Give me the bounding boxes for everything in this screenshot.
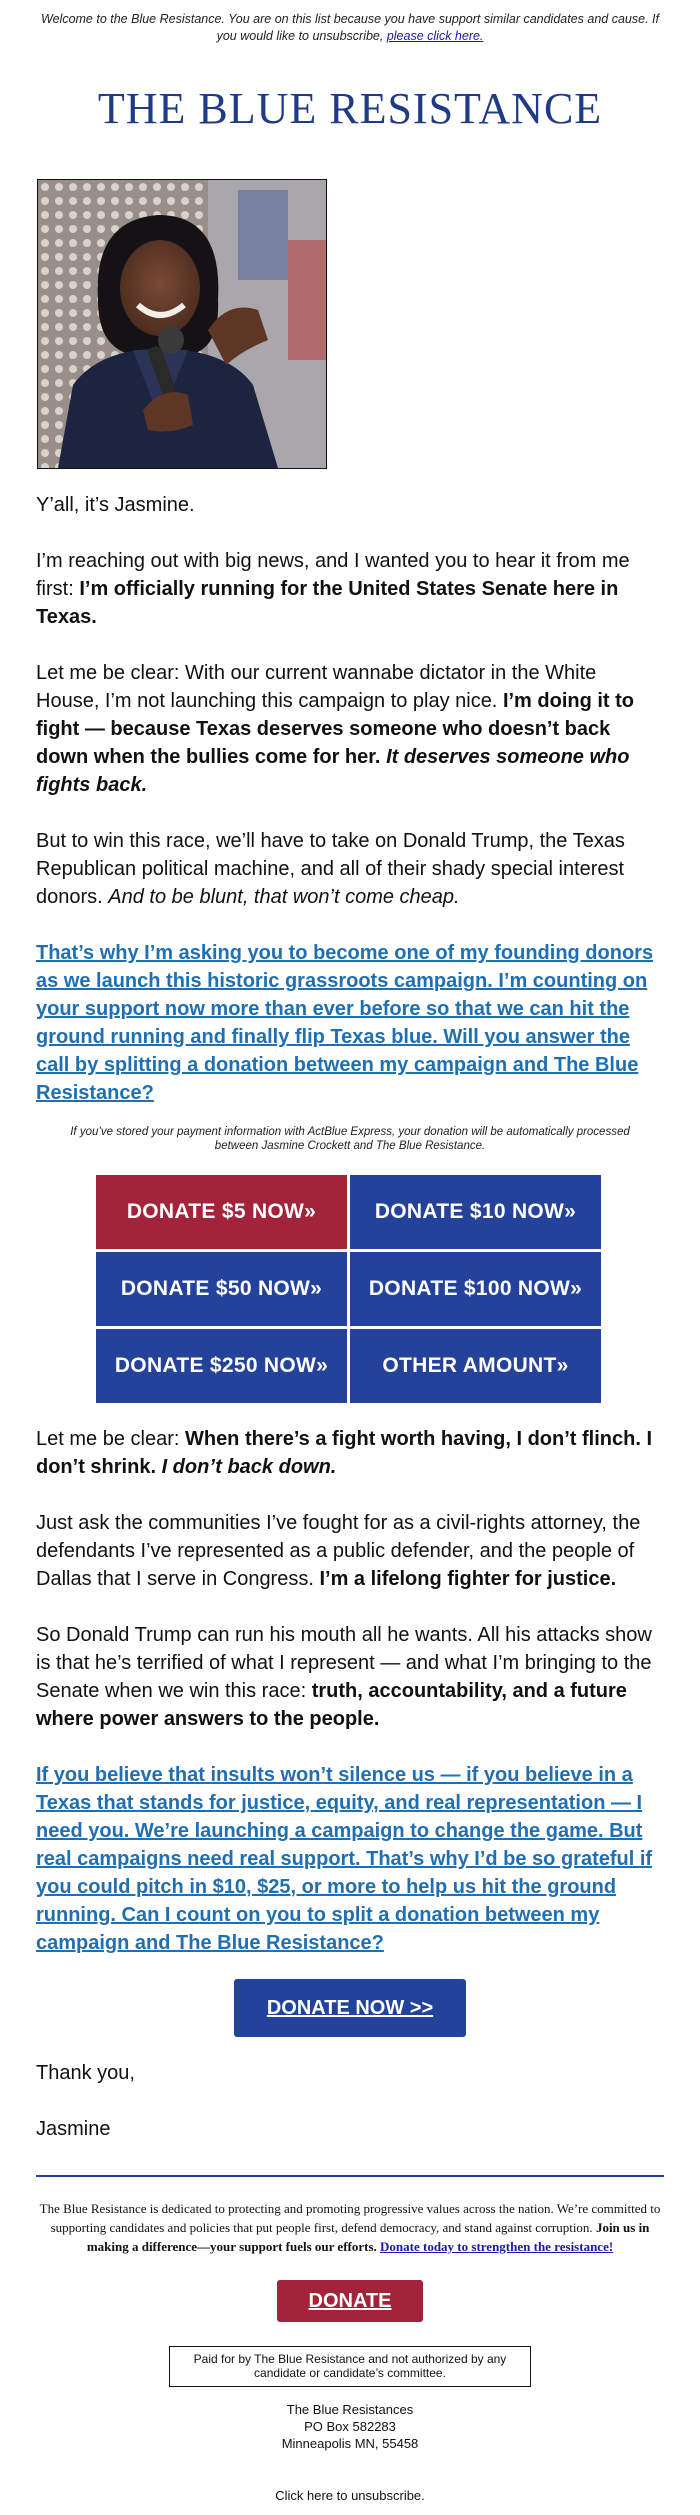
footer-donate-link[interactable]: Donate today to strengthen the resistance! (380, 2239, 614, 2254)
paragraph-opponents (36, 827, 664, 911)
preheader-text: Welcome to the Blue Resistance. You are on this list because you have support similar candidates and cause. If you would like to unsubscribe, (41, 12, 659, 43)
candidate-photo (37, 179, 327, 469)
paragraph-italic: And to be blunt, that won’t come cheap. (108, 886, 460, 908)
cta-link-split-donation[interactable]: If you believe that insults won’t silence us — if you believe in a Texas that stands for justice, equity, and real representation — I need you. We’re launching a campaign to change the game. But real campaigns need real support. That’s why I’d be so grateful if you could pitch in $10, $25, or more to help us hit the ground running. Can I count on you to split a donation between my campaign and The Blue Resistance? (36, 1764, 653, 1954)
paragraph-emphasis: When there’s a fight worth having, I don’t flinch. I don’t shrink. (36, 1428, 652, 1478)
paragraph-text: Let me be clear: (36, 1428, 185, 1450)
paragraph-emphasis-italic: It deserves someone who fights back. (36, 746, 630, 796)
address-line: The Blue Resistances (286, 2402, 414, 2417)
paragraph-text: Let me be clear: With our current wannabe dictator in the White House, I’m not launching this campaign to play nice. (36, 662, 597, 712)
donate-5-button[interactable]: DONATE $5 NOW» (96, 1175, 347, 1249)
paragraph-emphasis: I’m a lifelong fighter for justice. (319, 1568, 617, 1590)
paragraph-announcement (36, 547, 664, 631)
paragraph-emphasis-italic: I don’t back down. (161, 1456, 337, 1478)
actblue-note: If you’ve stored your payment information with ActBlue Express, your donation will be automatically processed between Jasmine Crockett and The Blue Resistance. (70, 1126, 630, 1152)
preheader (0, 0, 700, 45)
paragraph-text: I’m reaching out with big news, and I wanted you to hear it from me first: (36, 550, 630, 600)
paid-for-disclaimer: Paid for by The Blue Resistance and not authorized by any candidate or candidate’s committee. (169, 2346, 531, 2387)
letter-body-continued (0, 1425, 700, 1957)
letter-body (0, 491, 700, 1107)
paragraph-no-flinch (36, 1425, 664, 1481)
thanks-line: Thank you, (36, 2062, 135, 2084)
cta-paragraph-2 (36, 1761, 664, 1957)
unsubscribe-link-top[interactable]: please click here. (386, 29, 484, 43)
cta-link-founding-donor[interactable]: That’s why I’m asking you to become one of my founding donors as we launch this historic grassroots campaign. I’m counting on your support now more than ever before so that we can hit the ground running and finally flip Texas blue. Will you answer the call by splitting a donation between my campaign and The Blue Resistance? (36, 942, 654, 1104)
address-line: PO Box 582283 (304, 2419, 396, 2434)
footer-donate-button[interactable]: DONATE (277, 2280, 423, 2322)
paragraph-fight (36, 659, 664, 799)
signature: Jasmine (36, 2118, 111, 2140)
mailing-address (0, 2401, 700, 2452)
donate-250-button[interactable]: DONATE $250 NOW» (96, 1329, 347, 1403)
paragraph-emphasis: I’m officially running for the United States Senate here in Texas. (36, 578, 619, 628)
footer-text: The Blue Resistance is dedicated to protecting and promoting progressive values across the nation. We’re committed to supporting candidates and policies that put people first, defend democracy, and stand against corruption. (39, 2201, 661, 2235)
footer-divider (36, 2175, 664, 2177)
paragraph-background (36, 1509, 664, 1593)
masthead-title: THE BLUE RESISTANCE (97, 84, 603, 133)
paragraph-text: Just ask the communities I’ve fought for as a civil-rights attorney, the defendants I’ve represented as a public defender, and the people of Dallas that I serve in Congress. (36, 1512, 641, 1590)
cta-paragraph-1 (36, 939, 664, 1107)
donate-now-button[interactable]: DONATE NOW >> (234, 1979, 466, 2037)
donate-100-button[interactable]: DONATE $100 NOW» (350, 1252, 601, 1326)
donate-button-grid (96, 1175, 604, 1403)
paragraph-trump (36, 1621, 664, 1733)
donate-50-button[interactable]: DONATE $50 NOW» (96, 1252, 347, 1326)
footer-emphasis: Join us in making a difference—your support fuels our efforts. (86, 2220, 650, 2254)
unsubscribe-link-bottom[interactable]: Click here to unsubscribe. (275, 2488, 425, 2503)
footer-description (36, 2199, 664, 2256)
paragraph-text: But to win this race, we’ll have to take on Donald Trump, the Texas Republican political machine, and all of their shady special interest donors. (36, 830, 625, 908)
signoff (0, 2059, 700, 2143)
paragraph-emphasis: I’m doing it to fight — because Texas deserves someone who doesn’t back down when the bullies come for her. (36, 690, 635, 768)
address-line: Minneapolis MN, 55458 (281, 2436, 419, 2451)
paragraph-text: So Donald Trump can run his mouth all he wants. All his attacks show is that he’s terrified of what I represent — and what I’m bringing to the Senate when we win this race: (36, 1624, 652, 1702)
donate-other-amount-button[interactable]: OTHER AMOUNT» (350, 1329, 601, 1403)
greeting: Y’all, it’s Jasmine. (36, 494, 195, 516)
donate-10-button[interactable]: DONATE $10 NOW» (350, 1175, 601, 1249)
paragraph-emphasis: truth, accountability, and a future where power answers to the people. (36, 1680, 627, 1730)
